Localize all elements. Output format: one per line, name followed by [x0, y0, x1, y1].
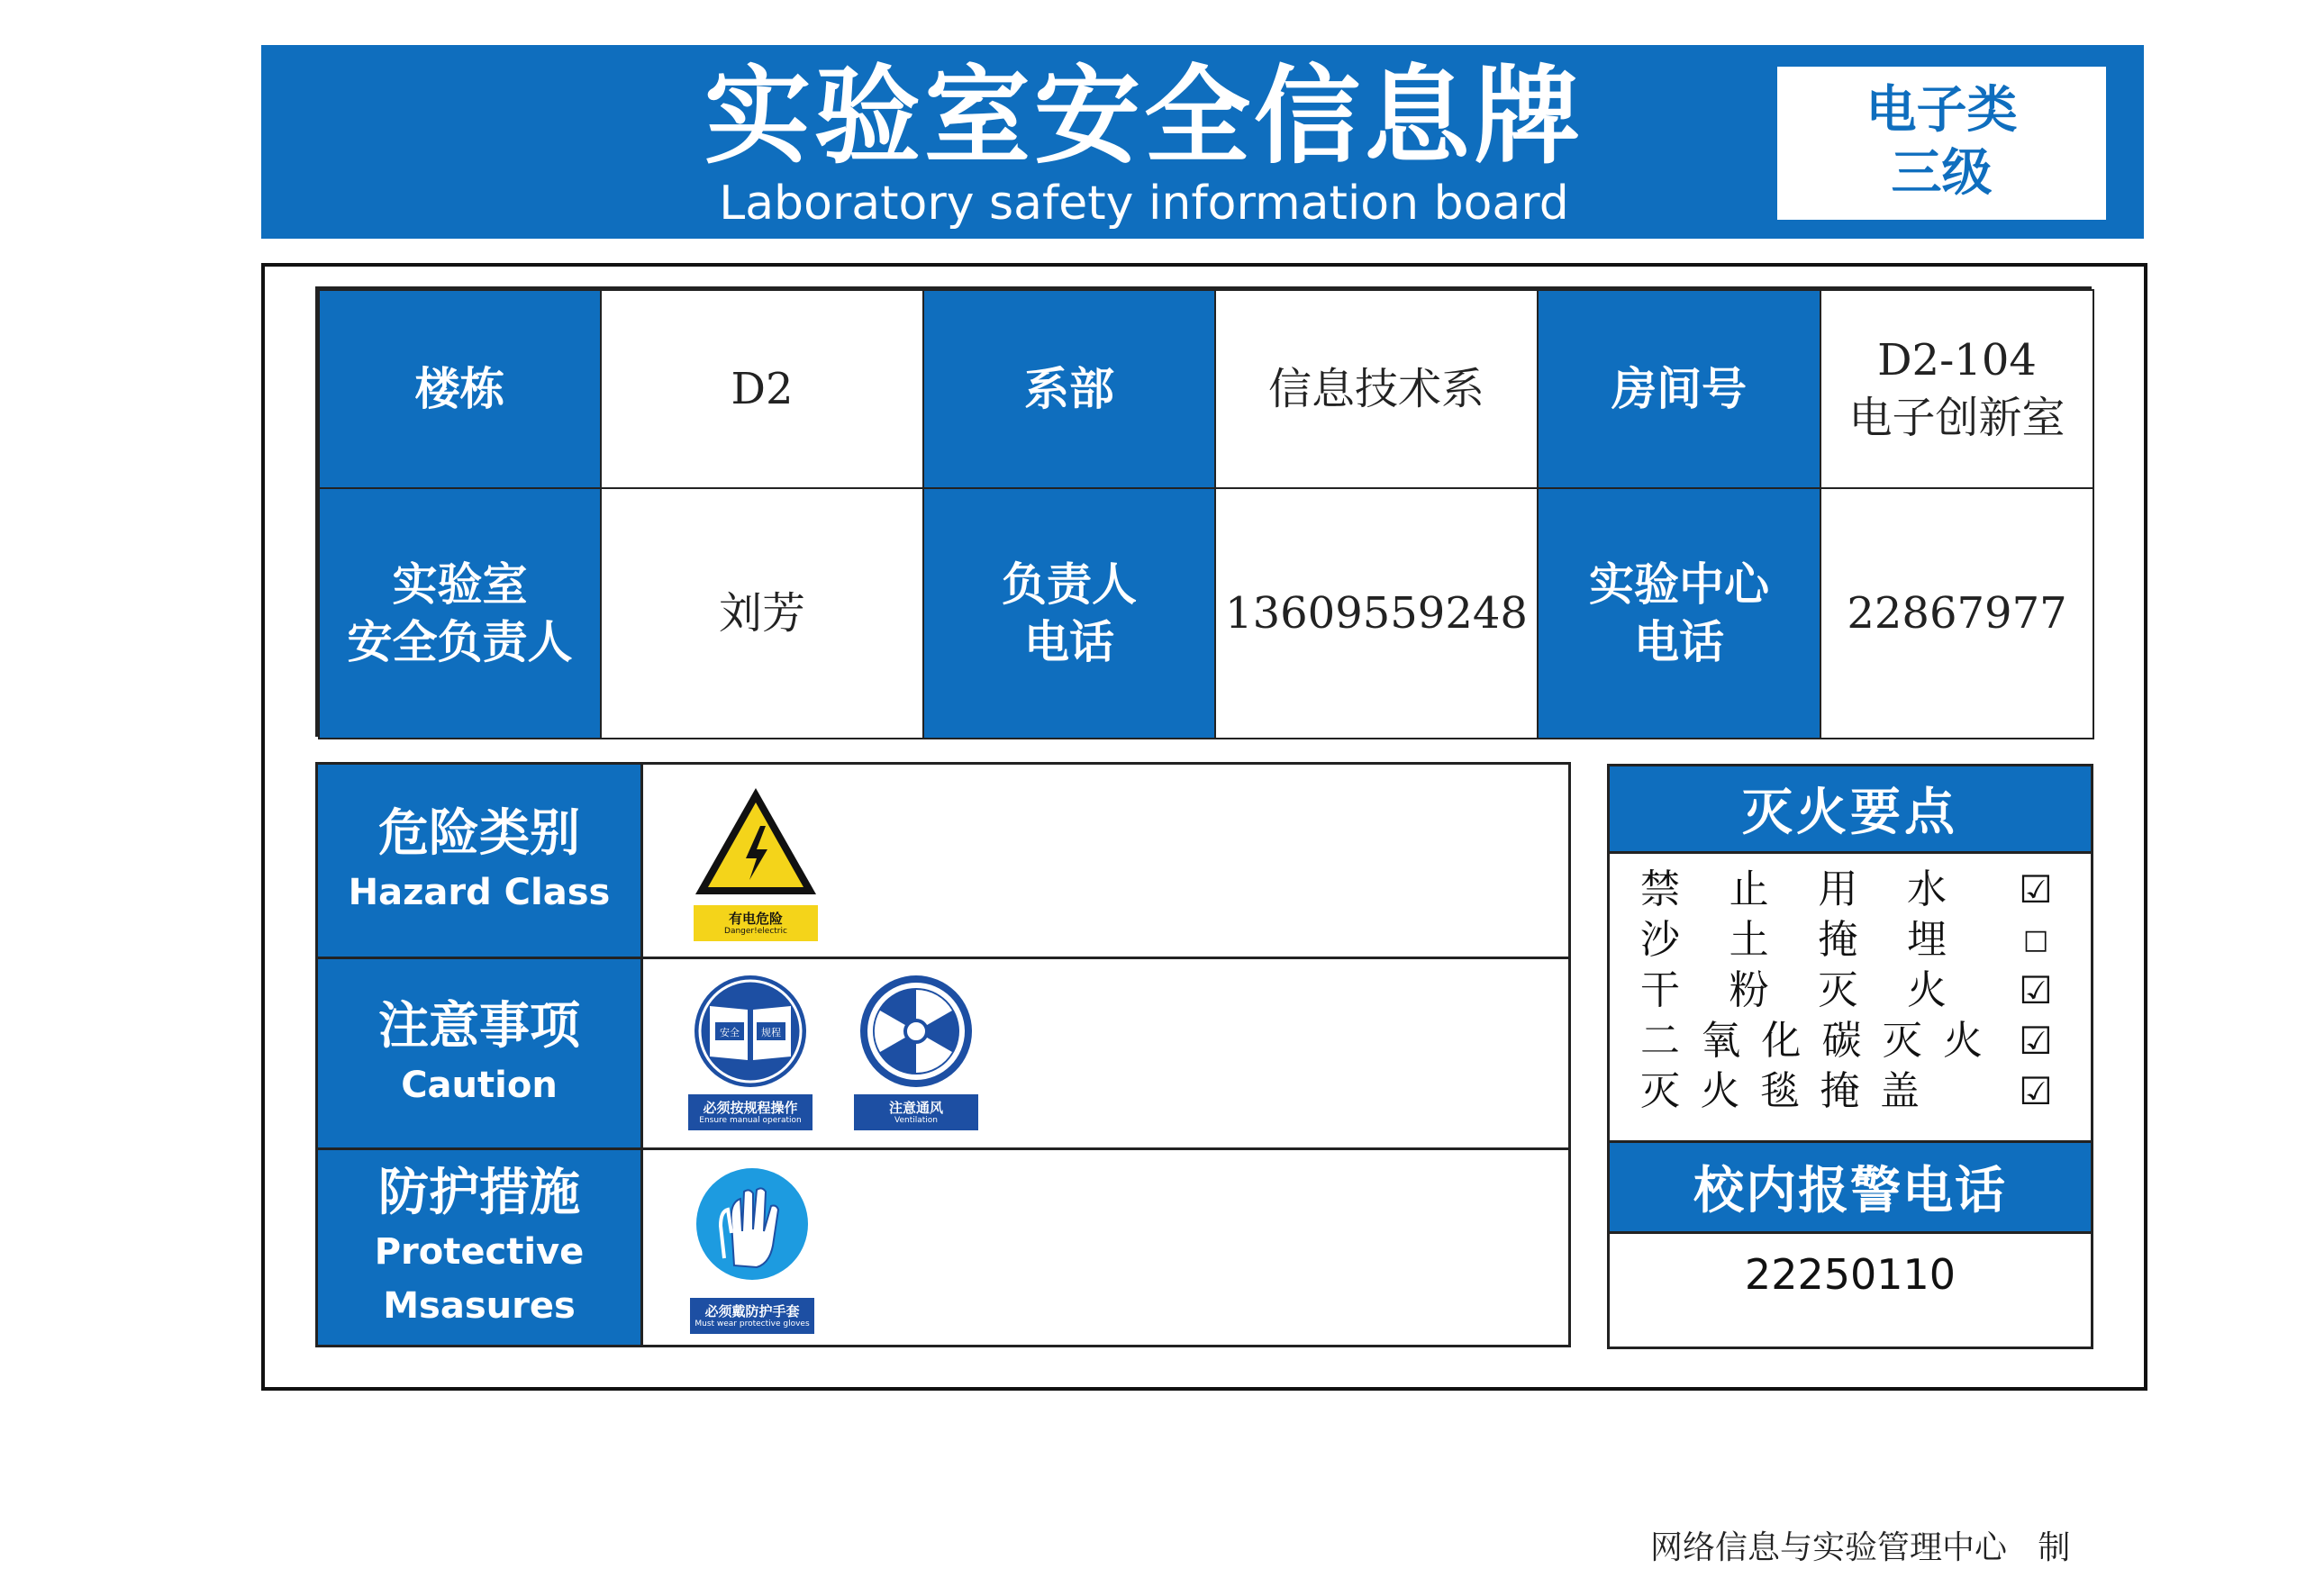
- board-header: [261, 45, 2144, 239]
- room-number: D2-104: [1877, 335, 2037, 385]
- dept-value-text: 信息技术系: [1267, 364, 1484, 414]
- caution-cn: 注意事项: [378, 996, 580, 1056]
- fire-char: 火: [1700, 1068, 1740, 1114]
- fire-char: 掩: [1818, 917, 1858, 963]
- ventilation-caption-en: Ventilation: [894, 1115, 938, 1125]
- protective-en-line2: Msasures: [383, 1285, 576, 1327]
- read-manual-icon: [683, 970, 818, 1093]
- fire-points-title: 灭火要点: [1610, 766, 2091, 851]
- alarm-phone-title: 校内报警电话: [1610, 1143, 2091, 1231]
- fire-points-list: [1610, 851, 2091, 1143]
- read-manual-caption-cn: 必须按规程操作: [703, 1099, 798, 1116]
- fire-char: 土: [1729, 917, 1769, 963]
- protective-signs: [640, 1150, 1568, 1345]
- caution-label: [318, 959, 640, 1147]
- alarm-phone-number: 22250110: [1610, 1231, 2091, 1347]
- hazard-class-cn: 危险类别: [378, 803, 580, 863]
- phone-value: [1214, 487, 1539, 739]
- fire-char: 二: [1640, 1018, 1680, 1064]
- footer-suffix: 制: [2038, 1529, 2071, 1566]
- gloves-caption: [690, 1298, 814, 1334]
- lab-category: 电子类: [1866, 81, 2018, 140]
- fire-item-no-water: [1640, 865, 1947, 915]
- fire-char: 火: [1942, 1018, 1983, 1064]
- room-label: [1537, 289, 1821, 489]
- safety-person-name: 刘芳: [718, 588, 805, 639]
- fire-char: 化: [1761, 1018, 1802, 1064]
- ventilation-caption: [854, 1094, 978, 1130]
- dept-label-text: 系部: [1024, 363, 1114, 415]
- hazard-class-signs: [640, 765, 1568, 957]
- board-title-en: Laboratory safety information board: [719, 177, 1569, 231]
- fire-char: 碳: [1821, 1018, 1862, 1064]
- fire-char: 灭: [1818, 967, 1858, 1013]
- electric-hazard-caption-en: Danger!electric: [724, 926, 787, 936]
- read-manual-caption: [688, 1094, 813, 1130]
- center-phone-label-line2: 电话: [1634, 616, 1724, 668]
- manual-icon-text-left: 安全: [720, 1027, 740, 1038]
- fire-char: 埋: [1906, 917, 1947, 963]
- fire-char: 粉: [1729, 967, 1769, 1013]
- building-value-text: D2: [731, 364, 794, 414]
- read-manual-caption-en: Ensure manual operation: [699, 1115, 802, 1125]
- room-value: [1820, 289, 2094, 489]
- hazard-class-label: [318, 765, 640, 957]
- footer-credit: [1650, 1522, 2070, 1568]
- manual-icon-text-right: 规程: [761, 1027, 781, 1038]
- phone-label-line2: 电话: [1024, 616, 1114, 668]
- fire-char: 止: [1729, 866, 1769, 912]
- dept-value: [1214, 289, 1539, 489]
- building-label: [318, 289, 602, 489]
- protective-row: [318, 1150, 1568, 1345]
- electric-hazard-icon: [688, 779, 823, 905]
- safety-person-label: [318, 487, 602, 739]
- gloves-sign: [685, 1159, 820, 1339]
- fire-char: 掩: [1820, 1068, 1860, 1114]
- room-label-text: 房间号: [1611, 363, 1747, 415]
- level-badge: [1777, 67, 2106, 220]
- read-manual-sign: [683, 970, 818, 1136]
- fire-char: 干: [1640, 967, 1680, 1013]
- center-phone-value: [1820, 487, 2094, 739]
- fire-points-panel: [1607, 764, 2093, 1349]
- room-name: 电子创新室: [1848, 393, 2065, 443]
- fire-char: 用: [1818, 866, 1858, 912]
- ventilation-fan-icon: [849, 970, 984, 1093]
- fire-check-sand-bury[interactable]: □: [2022, 924, 2049, 956]
- protective-en-line1: Protective: [374, 1231, 585, 1273]
- center-phone-number: 22867977: [1847, 588, 2067, 639]
- electric-hazard-caption: [694, 905, 818, 941]
- building-label-text: 楼栋: [414, 363, 505, 415]
- hazard-panel: [315, 762, 1571, 1347]
- fire-check-blanket[interactable]: ☑: [2019, 1069, 2053, 1113]
- fire-check-co2[interactable]: ☑: [2019, 1019, 2053, 1063]
- center-phone-label-line1: 实验中心: [1589, 558, 1769, 611]
- caution-row: [318, 959, 1568, 1150]
- fire-char: 毯: [1760, 1068, 1800, 1114]
- hazard-class-en: Hazard Class: [348, 871, 611, 913]
- fire-char: 氧: [1701, 1018, 1741, 1064]
- protective-gloves-icon: [685, 1159, 820, 1294]
- ventilation-sign: [849, 970, 984, 1136]
- fire-char: 火: [1906, 967, 1947, 1013]
- phone-label-line1: 负责人: [1002, 558, 1137, 611]
- safety-person-label-line1: 实验室: [392, 558, 528, 611]
- caution-en: Caution: [401, 1064, 558, 1106]
- footer-maker: 网络信息与实验管理中心: [1650, 1529, 2008, 1566]
- caution-signs: [640, 959, 1568, 1147]
- protective-label: [318, 1150, 640, 1345]
- fire-check-dry-powder[interactable]: ☑: [2019, 968, 2053, 1012]
- phone-label: [922, 487, 1216, 739]
- hazard-class-row: [318, 765, 1568, 959]
- fire-item-sand-bury: [1640, 915, 1947, 966]
- fire-char: 禁: [1640, 866, 1680, 912]
- gloves-caption-en: Must wear protective gloves: [695, 1319, 810, 1328]
- building-value: [600, 289, 924, 489]
- fire-char: 盖: [1880, 1068, 1920, 1114]
- phone-number: 13609559248: [1225, 588, 1528, 639]
- lab-level: 三级: [1891, 144, 1993, 203]
- fire-item-blanket: [1640, 1066, 1920, 1117]
- protective-cn: 防护措施: [378, 1164, 580, 1222]
- fire-item-co2: [1640, 1016, 1983, 1066]
- ventilation-caption-cn: 注意通风: [888, 1099, 943, 1116]
- safety-person-label-line2: 安全负责人: [347, 616, 573, 668]
- fire-char: 灭: [1882, 1018, 1922, 1064]
- electric-hazard-sign: [688, 779, 823, 947]
- gloves-caption-cn: 必须戴防护手套: [704, 1302, 800, 1319]
- fire-item-dry-powder: [1640, 966, 1947, 1016]
- fire-char: 水: [1906, 866, 1947, 912]
- fire-char: 灭: [1640, 1068, 1680, 1114]
- info-table: [315, 286, 2092, 737]
- board-title-cn: 实验室安全信息牌: [704, 54, 1584, 178]
- fire-check-no-water[interactable]: ☑: [2019, 867, 2053, 911]
- dept-label: [922, 289, 1216, 489]
- safety-person-value: [600, 487, 924, 739]
- electric-hazard-caption-cn: 有电危险: [728, 910, 783, 927]
- center-phone-label: [1537, 487, 1821, 739]
- fire-char: 沙: [1640, 917, 1680, 963]
